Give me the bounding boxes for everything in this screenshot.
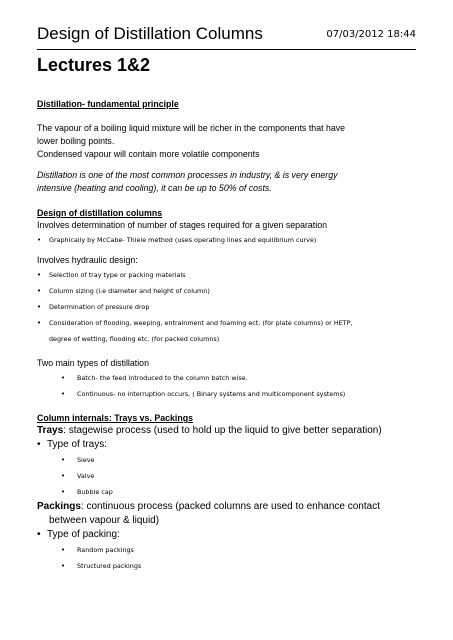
header-divider	[37, 49, 416, 50]
bullet-list	[37, 370, 417, 402]
bullet-list	[37, 232, 417, 248]
document-title: Design of Distillation Columns	[37, 24, 263, 43]
list-item: • Structured packings	[37, 558, 417, 574]
list-item: • Type of packing:	[37, 529, 120, 540]
paragraph: Involves hydraulic design:	[37, 255, 138, 265]
list-item: • Column sizing (i.e diameter and height of column)	[37, 283, 417, 299]
bullet-icon: •	[37, 303, 42, 311]
list-item: • Batch- the feed introduced to the column batch wise.	[37, 370, 417, 386]
italic-note: Distillation is one of the most common processes in industry, & is very energy	[37, 170, 338, 180]
paragraph: lower boiling points.	[37, 136, 115, 146]
list-item: • Bubble cap	[37, 484, 417, 500]
bullet-list	[37, 267, 417, 331]
list-item: • Consideration of flooding, weeping, entrainment and foaming ect. (for plate columns) or HETP,	[37, 315, 417, 331]
list-item: • Random packings	[37, 542, 417, 558]
bullet-icon: •	[61, 562, 66, 570]
bullet-list	[37, 438, 417, 452]
bullet-icon: •	[37, 439, 41, 450]
list-item: • Type of trays:	[37, 439, 108, 450]
bullet-icon: •	[61, 456, 66, 464]
paragraph: The vapour of a boiling liquid mixture will be richer in the components that have	[37, 123, 346, 133]
bullet-icon: •	[61, 472, 66, 480]
list-item: • Valve	[37, 468, 417, 484]
list-item-continuation: degree of wetting, flooding etc. (for packed columns)	[49, 335, 220, 343]
list-item: • Graphically by McCabe- Thiele method (uses operating lines and equilibrium curve)	[37, 232, 417, 248]
section-heading-principle: Distillation- fundamental principle	[37, 99, 179, 109]
paragraph: Trays: stagewise process (used to hold up the liquid to give better separation)	[37, 425, 382, 436]
bullet-list	[37, 452, 417, 500]
bullet-icon: •	[37, 236, 42, 244]
bullet-icon: •	[37, 319, 42, 327]
document-body	[37, 98, 417, 574]
bullet-icon: •	[37, 287, 42, 295]
section-heading-internals: Column internals: Trays vs. Packings	[37, 413, 193, 423]
list-item: • Determination of pressure drop	[37, 299, 417, 315]
bullet-icon: •	[61, 374, 66, 382]
bullet-icon: •	[37, 271, 42, 279]
bullet-list	[37, 528, 417, 542]
paragraph-continuation: between vapour & liquid)	[49, 515, 160, 526]
paragraph: Condensed vapour will contain more volatile components	[37, 149, 260, 159]
paragraph: Packings: continuous process (packed columns are used to enhance contact	[37, 501, 380, 512]
bullet-icon: •	[61, 546, 66, 554]
section-heading-design: Design of distillation columns	[37, 208, 163, 218]
lectures-heading: Lectures 1&2	[37, 55, 151, 75]
italic-note: intensive (heating and cooling), it can be up to 50% of costs.	[37, 183, 272, 193]
bullet-icon: •	[37, 529, 41, 540]
paragraph: Two main types of distillation	[37, 358, 149, 368]
bullet-icon: •	[61, 390, 66, 398]
list-item: • Sieve	[37, 452, 417, 468]
bullet-icon: •	[61, 488, 66, 496]
list-item: • Continuous- no interruption occurs, ( Binary systems and multicomponent systems)	[37, 386, 417, 402]
list-item: • Selection of tray type or packing materials	[37, 267, 417, 283]
document-datetime: 07/03/2012 18:44	[326, 29, 416, 40]
paragraph: Involves determination of number of stages required for a given separation	[37, 220, 327, 230]
bullet-list	[37, 542, 417, 574]
